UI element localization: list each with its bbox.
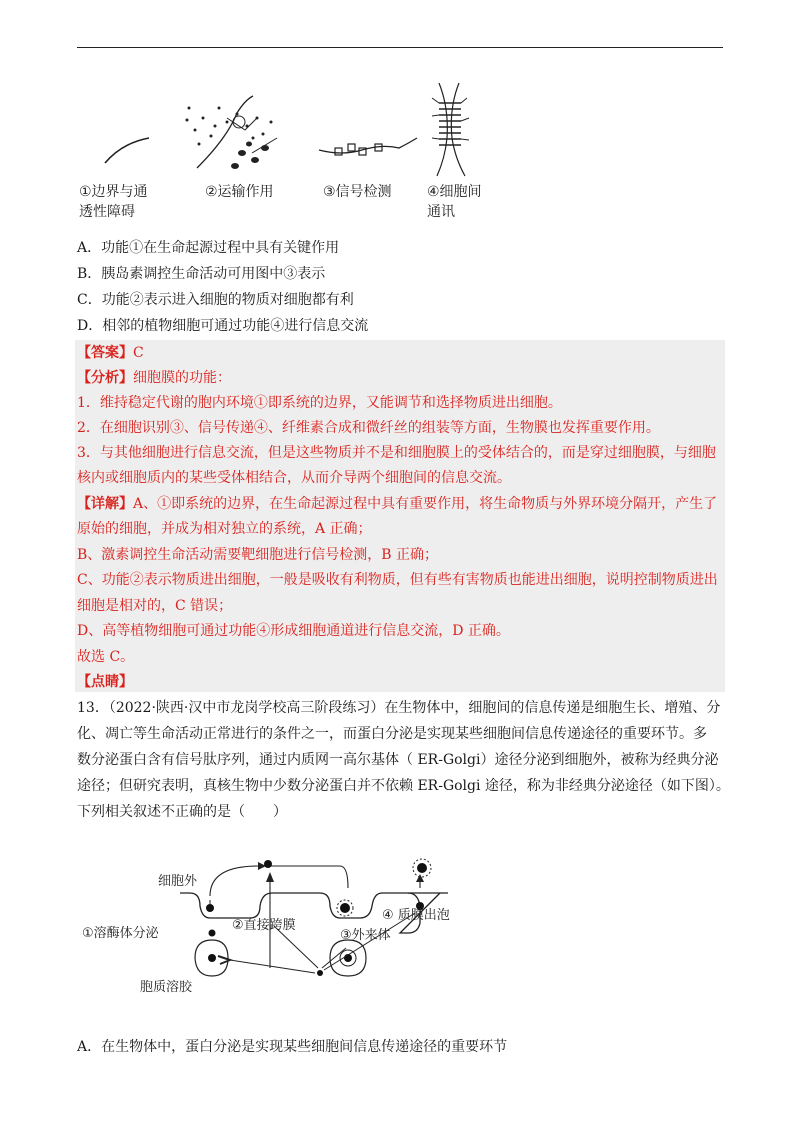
label-outside: 细胞外 [158,874,198,889]
label-blebbing: ④ 质膜出泡 [382,908,450,923]
label-exosome: ③外来体 [340,928,391,943]
q13-line-5: 下列相关叙述不正确的是（ ） [77,804,287,820]
answer-line [77,343,144,363]
option-d: D．相邻的植物细胞可通过功能④进行信息交流 [77,318,369,334]
membrane-function-figure [77,78,517,228]
caption-transport: ②运输作用 [205,184,274,200]
analysis-intro: 细胞膜的功能： [133,370,231,386]
caption-boundary-cont: 透性障碍 [79,204,135,220]
caption-boundary: ①边界与通 [79,184,148,200]
q13-line-2: 化、凋亡等生命活动正常进行的条件之一，而蛋白分泌是实现某些细胞间信息传递途径的重要环节。多 [77,726,707,742]
detail-first: A、①即系统的边界，在生命起源过程中具有重要作用，将生命物质与外界环境分隔开，产生了 [133,496,718,512]
caption-communication: ④细胞间 [427,184,482,200]
option-a: A．功能①在生命起源过程中具有关键作用 [77,240,340,256]
detail-item-4: 细胞是相对的，C 错误； [77,598,233,614]
analysis-item-2: 2．在细胞识别③、信号传递④、纤维素合成和微纤丝的组装等方面，生物膜也发挥重要作用。 [77,420,660,436]
answer-value: C [133,345,144,361]
q13-line-4: 途径；但研究表明，真核生物中少数分泌蛋白并不依赖 ER-Golgi 途径，称为非经典分泌途径（如下图）。 [77,778,730,794]
label-cytosol: 胞质溶胶 [140,980,193,995]
detail-item-5: D、高等植物细胞可通过功能④形成细胞通道进行信息交流，D 正确。 [77,623,510,639]
detail-tag: 【详解】 [77,496,133,512]
detail-item-1: 原始的细胞，并成为相对独立的系统，A 正确； [77,521,372,537]
detail-line [77,494,717,514]
q13-option-a: A．在生物体中，蛋白分泌是实现某些细胞间信息传递途径的重要环节 [77,1039,508,1055]
analysis-line [77,368,231,388]
analysis-item-3: 3．与其他细胞进行信息交流，但是这些物质并不是和细胞膜上的受体结合的，而是穿过细胞膜，与细胞 [77,445,716,461]
analysis-item-3-cont: 核内或细胞质内的某些受体相结合，从而介导两个细胞间的信息交流。 [77,470,511,486]
point-tag: 【点睛】 [77,674,133,690]
option-c: C．功能②表示进入细胞的物质对细胞都有利 [77,292,354,308]
analysis-item-1: 1．维持稳定代谢的胞内环境①即系统的边界，又能调节和选择物质进出细胞。 [77,395,562,411]
answer-tag: 【答案】 [77,345,133,361]
label-lysosome: ①溶酶体分泌 [82,926,159,941]
option-b: B．胰岛素调控生命活动可用图中③表示 [77,266,326,282]
detail-item-3: C、功能②表示物质进出细胞，一般是吸收有利物质，但有些有害物质也能进出细胞，说明控制物质进出 [77,572,718,588]
membrane-function-drawing [77,78,517,178]
q13-line-1: 13．（2022·陕西·汉中市龙岗学校高三阶段练习）在生物体中，细胞间的信息传递是细胞生长、增殖、分 [77,700,721,716]
caption-signal: ③信号检测 [323,184,392,200]
caption-communication-cont: 通讯 [427,204,455,220]
detail-item-2: B、激素调控生命活动需要靶细胞进行信号检测，B 正确； [77,547,439,563]
secretion-pathway-figure [82,848,450,1008]
analysis-tag: 【分析】 [77,370,133,386]
header-rule [77,47,723,48]
label-direct: ②直接跨膜 [232,918,296,933]
detail-item-6: 故选 C。 [77,649,135,665]
q13-line-3: 数分泌蛋白含有信号肽序列，通过内质网一高尔基体（ ER-Golgi）途径分泌到细胞外，被称为经典分泌 [77,752,719,768]
